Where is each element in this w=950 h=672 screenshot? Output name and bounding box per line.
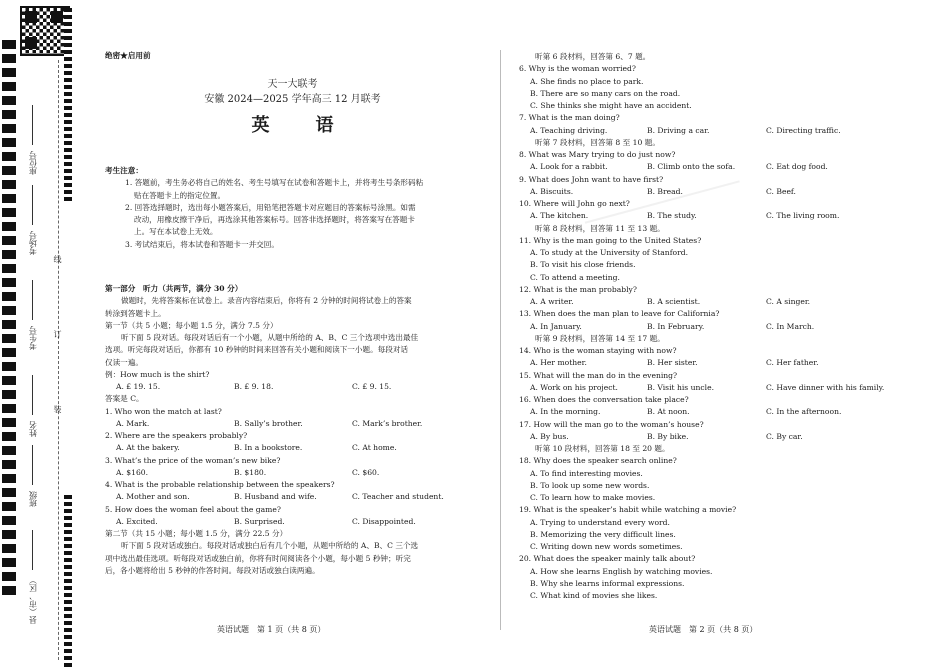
note-line: 改动，用橡皮擦干净后，再选涂其他答案标号。回答非选择题时，将答案写在答题卡 [134, 215, 415, 224]
option-b: B. Sally’s brother. [234, 418, 303, 428]
field-line [33, 375, 34, 415]
option-b: B. Bread. [647, 186, 683, 196]
question-options [519, 296, 909, 308]
option-a: A. Biscuits. [530, 186, 574, 196]
question-text: 18. Why does the speaker search online? [519, 456, 677, 466]
option-c: C. What kind of movies she likes. [530, 591, 658, 600]
sec1-intro-line: 仅读一遍。 [105, 357, 143, 367]
field-label: 考场号 [28, 231, 38, 255]
option-a: A. Teaching driving. [530, 125, 608, 135]
subject-title: 英 语 [251, 115, 348, 136]
option-c: C. Her father. [766, 358, 819, 368]
page-1 [105, 0, 480, 672]
question-2 [105, 430, 480, 455]
option-c: C. Have dinner with his family. [766, 382, 885, 392]
question-text: 20. What does the speaker mainly talk about? [519, 554, 696, 564]
option-a: A. Her mother. [530, 358, 587, 368]
option-a: A. To find interesting movies. [530, 468, 643, 478]
listening-part [105, 283, 480, 577]
question-text: 5. How does the woman feel about the game? [105, 504, 281, 514]
county-field [20, 530, 46, 624]
question-item [519, 174, 909, 199]
field-label: 班级 [28, 491, 38, 507]
question-text: 16. When does the conversation take place? [519, 395, 689, 404]
question-options [519, 357, 909, 369]
question-text: 3. What’s the price of the woman’s new bike? [105, 455, 281, 465]
stripe-bar-left [2, 40, 16, 600]
mark-staple: 订 [53, 330, 62, 338]
question-text: 8. What was Mary trying to do just now? [519, 150, 676, 159]
binding-margin [0, 0, 72, 672]
option-a: A. At the bakery. [116, 443, 180, 453]
question-5 [105, 504, 480, 529]
option-c: C. In March. [766, 321, 815, 331]
question-item [519, 198, 909, 223]
page-2 [519, 0, 909, 672]
option-c: C. By car. [766, 431, 803, 441]
option-c: C. Eat dog food. [766, 162, 828, 172]
room-number-field [20, 185, 46, 255]
sec2-intro-line: 项中选出最佳选项。听每段对话或独白前，你将有时间阅读各个小题，每小题 5 秒钟；听完 [105, 553, 411, 563]
question-options [519, 125, 909, 137]
option-b: B. By bike. [647, 431, 689, 441]
question-item [519, 235, 909, 284]
class-field [20, 445, 46, 507]
stripe-bar-top [64, 8, 72, 203]
question-item [519, 149, 909, 174]
option-a: A. To study at the University of Stanford. [530, 248, 688, 257]
notes-title: 考生注意： [105, 166, 143, 175]
option-b: B. A scientist. [647, 297, 701, 306]
sec2-title: 第二节（共 15 小题；每小题 1.5 分，满分 22.5 分） [105, 529, 288, 538]
option-a: A. Work on his project. [530, 382, 618, 392]
option-c: C. To learn how to make movies. [530, 493, 656, 502]
page-divider [500, 50, 501, 630]
option-b: B. Memorizing the very difficult lines. [530, 529, 676, 539]
option-a: A. $160. [116, 467, 149, 477]
question-options [519, 210, 909, 222]
field-label: 姓名 [28, 421, 38, 437]
question-item [519, 370, 909, 395]
example-options [105, 381, 480, 393]
option-c: C. Disappointed. [352, 516, 416, 526]
option-c: C. To attend a meeting. [530, 272, 620, 282]
option-a: A. In the morning. [530, 407, 601, 417]
question-options [519, 161, 909, 173]
option-c: C. A singer. [766, 297, 811, 306]
option-a: A. Trying to understand every word. [530, 517, 670, 527]
option-a: A. Mother and son. [116, 492, 190, 502]
sec2-intro-line: 听下面 5 段对话或独白。每段对话或独白后有几个小题，从题中所给的 A、B、C 三个选 [121, 541, 419, 551]
question-item [519, 284, 909, 309]
option-a: A. Mark. [116, 418, 150, 428]
candidate-notes [105, 165, 480, 251]
field-line [33, 105, 34, 145]
question-text: 17. How will the man go to the woman’s house? [519, 419, 704, 429]
qr-code [20, 6, 70, 56]
option-b: B. Her sister. [647, 358, 698, 368]
option-b: B. At noon. [647, 407, 690, 417]
part1-intro-line: 转涂到答题卡上。 [105, 308, 166, 318]
question-item [519, 419, 909, 444]
option-c: C. £ 9. 15. [352, 382, 392, 391]
question-item [519, 394, 909, 419]
option-b: B. To look up some new words. [530, 480, 650, 490]
sec1-intro-line: 听下面 5 段对话。每段对话后有一个小题，从题中所给的 A、B、C 三个选项中选出最佳 [121, 333, 419, 342]
exam-title: 安徽 2024—2025 学年高三 12 月联考 [204, 94, 381, 105]
option-b: B. £ 9. 18. [234, 382, 274, 391]
field-line [33, 530, 34, 570]
seat-number-field [20, 105, 46, 175]
question-item [519, 63, 909, 112]
option-b: B. Husband and wife. [234, 492, 317, 502]
question-item [519, 308, 909, 333]
option-b: B. Climb onto the sofa. [647, 162, 736, 172]
field-line [33, 280, 34, 320]
candidate-number-field [20, 280, 46, 350]
option-c: C. Directing traffic. [766, 125, 841, 135]
note-line: 3. 考试结束后，将本试卷和答题卡一并交回。 [125, 239, 279, 249]
option-c: C. $60. [352, 467, 380, 477]
material-intro: 听第 9 段材料，回答第 14 至 17 题。 [535, 333, 665, 343]
option-b: B. Visit his uncle. [647, 382, 714, 392]
question-text: 14. Who is the woman staying with now? [519, 346, 677, 355]
option-a: A. Look for a rabbit. [530, 162, 608, 172]
question-text: 19. What is the speaker’s habit while watching a movie? [519, 505, 737, 515]
option-b: B. In February. [647, 321, 705, 331]
option-c: C. Teacher and student. [352, 492, 444, 502]
question-item [519, 455, 909, 504]
option-b: B. Driving a car. [647, 125, 710, 135]
option-b: B. The study. [647, 211, 697, 221]
question-text: 4. What is the probable relationship between the speakers? [105, 480, 335, 489]
question-text: 15. What will the man do in the evening? [519, 370, 678, 380]
cut-line [58, 60, 59, 660]
question-text: 9. What does John want to have first? [519, 174, 664, 184]
option-c: C. Writing down new words sometimes. [530, 542, 683, 551]
option-b: B. In a bookstore. [234, 443, 303, 453]
option-b: B. Why she learns informal expressions. [530, 578, 685, 588]
note-line: 上。写在本试卷上无效。 [134, 227, 218, 237]
option-c: C. Mark’s brother. [352, 418, 423, 428]
question-options [105, 467, 480, 479]
option-a: A. A writer. [530, 297, 574, 306]
field-line [33, 185, 34, 225]
example-question: 例：How much is the shirt? [105, 369, 210, 379]
question-text: 1. Who won the match at last? [105, 406, 222, 416]
question-text: 10. Where will John go next? [519, 199, 630, 208]
option-a: A. Excited. [116, 516, 158, 526]
option-a: A. In January. [530, 321, 582, 331]
question-options [105, 491, 480, 503]
question-1 [105, 406, 480, 431]
option-a: A. She finds no place to park. [530, 76, 644, 86]
option-a: A. How she learns English by watching movies. [530, 566, 713, 576]
question-options [105, 418, 480, 430]
page-footer: 英语试题 第 1 页（共 8 页） [217, 625, 326, 634]
part1-title: 第一部分 听力（共两节，满分 30 分） [105, 284, 243, 293]
page-footer: 英语试题 第 2 页（共 8 页） [649, 625, 758, 634]
material-intro: 听第 10 段材料，回答第 18 至 20 题。 [535, 444, 670, 453]
note-line: 1. 答题前，考生务必将自己的姓名、考生号填写在试卷和答题卡上，并将考生号条形码粘 [125, 178, 424, 188]
stripe-bar-bottom [64, 495, 72, 667]
option-b: B. There are so many cars on the road. [530, 88, 681, 98]
mark-line: 线 [53, 255, 62, 263]
option-b: B. Surprised. [234, 516, 285, 526]
question-item [519, 345, 909, 370]
material-intro: 听第 6 段材料，回答第 6、7 题。 [535, 52, 651, 61]
question-text: 6. Why is the woman worried? [519, 64, 636, 74]
part1-intro-line: 做题时，先将答案标在试卷上。录音内容结束后，你将有 2 分钟的时间将试卷上的答案 [121, 296, 412, 306]
sec1-intro-line: 选项。听完每段对话后，你都有 10 秒钟的时间来回答有关小题和阅读下一小题。每段对话 [105, 345, 409, 355]
question-options [519, 321, 909, 333]
question-item [519, 112, 909, 137]
sec1-title: 第一节（共 5 小题；每小题 1.5 分，满分 7.5 分） [105, 320, 278, 330]
material-intro: 听第 8 段材料，回答第 11 至 13 题。 [535, 223, 665, 233]
org-name: 天一大联考 [267, 79, 318, 90]
option-c: C. At home. [352, 443, 397, 453]
option-c: C. In the afternoon. [766, 407, 842, 417]
name-field [20, 375, 46, 437]
field-line [33, 445, 34, 485]
question-4 [105, 479, 480, 504]
question-options [519, 406, 909, 418]
option-c: C. The living room. [766, 211, 840, 221]
option-c: C. She thinks she might have an accident. [530, 101, 692, 110]
option-c: C. Beef. [766, 186, 796, 196]
note-line: 2. 回答选择题时，选出每小题答案后，用铅笔把答题卡对应题目的答案标号涂黑。如需 [125, 202, 416, 212]
question-options [519, 382, 909, 394]
question-options [519, 186, 909, 198]
question-text: 2. Where are the speakers probably? [105, 431, 248, 440]
question-options [105, 442, 480, 454]
material-intro: 听第 7 段材料，回答第 8 至 10 题。 [535, 137, 660, 147]
note-line: 贴在答题卡上的指定位置。 [134, 190, 226, 200]
field-label: 考生号 [28, 326, 38, 350]
option-b: B. $180. [234, 467, 267, 477]
field-label: 县（市、区） [28, 576, 38, 624]
sec2-intro-line: 后，各小题将给出 5 秒钟的作答时间。每段对话或独白读两遍。 [105, 565, 320, 575]
option-b: B. To visit his close friends. [530, 260, 636, 270]
listening-section-2 [519, 51, 909, 602]
question-options [105, 516, 480, 528]
option-a: A. £ 19. 15. [116, 382, 161, 391]
exam-header [105, 77, 480, 139]
question-item [519, 553, 909, 602]
confidential-label: 绝密★启用前 [105, 51, 151, 60]
question-text: 12. What is the man probably? [519, 284, 637, 294]
question-text: 11. Why is the man going to the United States? [519, 235, 702, 245]
question-text: 13. When does the man plan to leave for California? [519, 309, 720, 319]
question-options [519, 431, 909, 443]
question-3 [105, 455, 480, 480]
option-a: A. By bus. [530, 431, 569, 441]
field-label: 座位号 [28, 151, 38, 175]
example-answer: 答案是 C。 [105, 394, 144, 404]
question-item [519, 504, 909, 553]
option-a: A. The kitchen. [530, 211, 589, 221]
mark-bind: 装 [53, 405, 62, 413]
question-text: 7. What is the man doing? [519, 113, 620, 123]
